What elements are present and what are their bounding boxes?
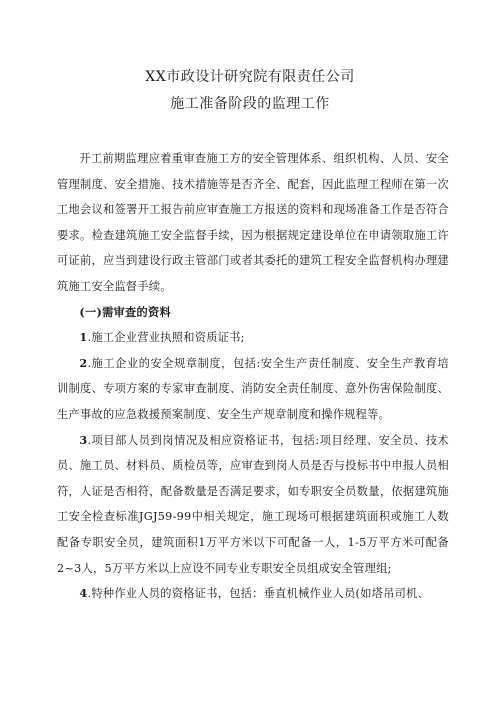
company-title: XX市政设计研究院有限责任公司	[145, 69, 355, 85]
item-number: 4	[79, 586, 88, 601]
item-text: .特种作业人员的资格证书，包括：垂直机械作业人员(如塔吊司机、	[87, 587, 430, 601]
intro-paragraph: 开工前期监理应着重审查施工方的安全管理体系、组织机构、人员、安全管理制度、安全措施、技术措施等是否齐全、配套，因此监理工程师在第一次工地会议和签署开工报告前应审查施工方报送的资料和现场准备工作是否符合要求。检查建筑施工安全监督手续，因为根据规定建设单位在申请领取施工许可证前，应当到建设行政主管部门或者其委托的建筑工程安全监督机构办理建筑施工安全监督手续。	[57, 152, 449, 293]
section-heading: (一)需审查的资料	[79, 304, 171, 319]
item-text: .项目部人员到岗情况及相应资格证书，包括:项目经理、安全员、技术员、施工员、材料员、质检员等，应审查到岗人员是否与投标书中申报人员相符，人证是否相符，配备数量是否满足要求，如专职安全员数量，依据建筑施工安全检查标准JGJ59-99中相关规定，施工现场可根据建筑面积或施工人数配备专职安全员，建筑面积1万平方米以下可配备一人，1-5万平方米可配备2~3人，5万平方米以上应设不同专业专职安全员组成安全管理组;	[57, 433, 449, 575]
item-text: .施工企业营业执照和资质证书;	[87, 331, 245, 345]
item-text: .施工企业的安全规章制度，包括:安全生产责任制度、安全生产教育培训制度、专项方案的专家审查制度、消防安全责任制度、意外伤害保险制度、生产事故的应急救援预案制度、安全生产规章制度和操作规程等。	[57, 356, 449, 421]
list-item	[57, 428, 449, 582]
item-number: 1	[79, 330, 88, 345]
item-number: 2	[79, 355, 88, 370]
item-number: 3	[79, 432, 88, 447]
list-item	[57, 325, 449, 351]
document-body	[57, 146, 449, 607]
document-title: 施工准备阶段的监理工作	[170, 96, 330, 112]
list-item	[57, 351, 449, 428]
list-item	[57, 581, 449, 607]
